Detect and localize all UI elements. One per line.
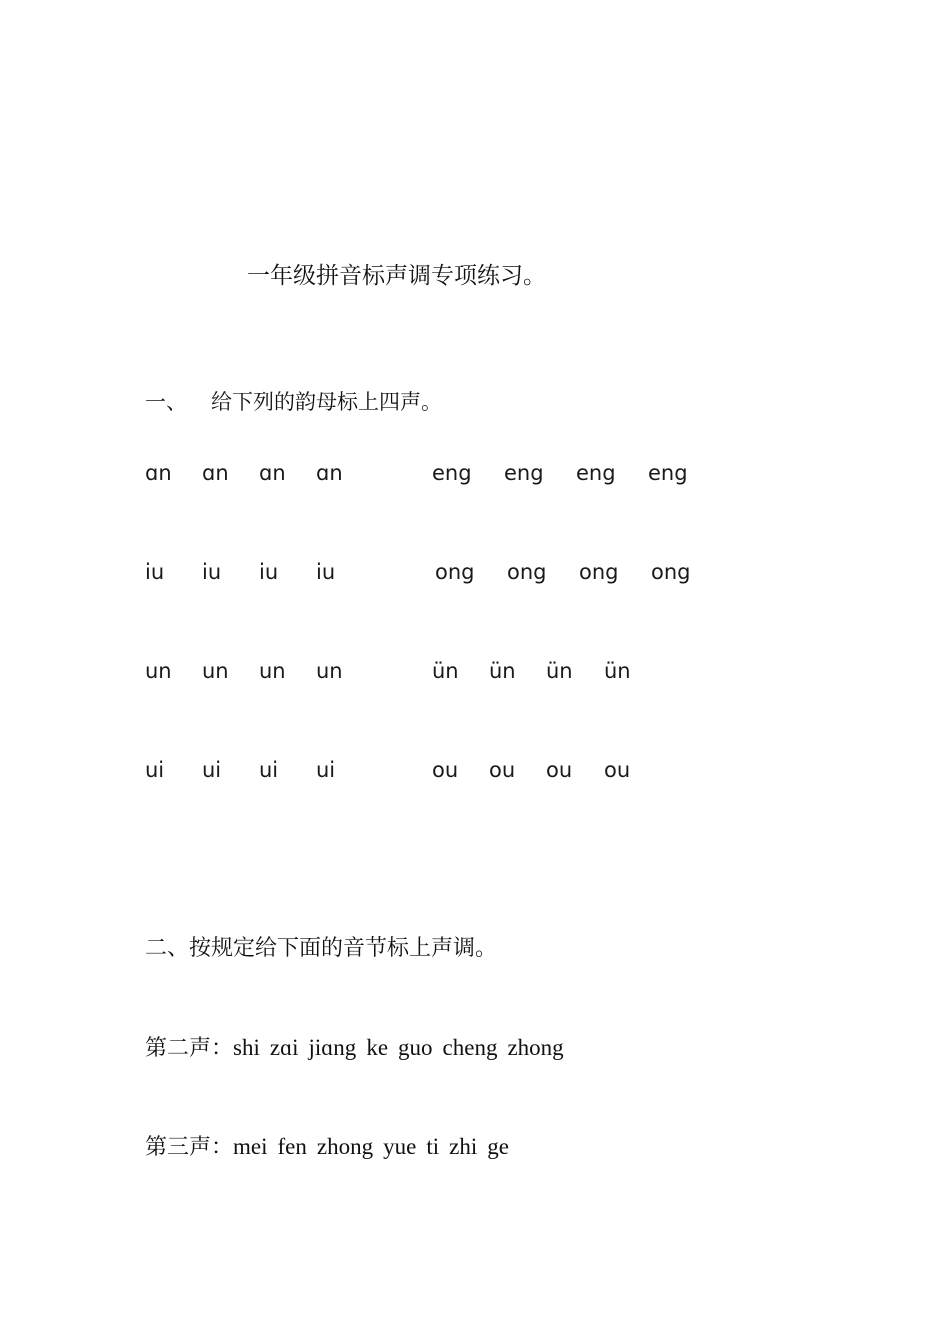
final-item: ong xyxy=(435,560,475,584)
syllable: shi xyxy=(233,1035,260,1060)
section-1-heading xyxy=(145,386,442,416)
syllable: zhong xyxy=(316,1134,374,1159)
final-item: ui xyxy=(259,758,279,782)
tone-label: 第二声： xyxy=(145,1036,234,1061)
syllable: cheng xyxy=(442,1035,498,1060)
final-item: ui xyxy=(145,758,165,782)
syllable: fen xyxy=(277,1134,307,1159)
final-item: ou xyxy=(604,758,631,782)
tone-line xyxy=(145,1130,509,1161)
final-item: ou xyxy=(432,758,459,782)
final-item: ɑn xyxy=(316,461,343,485)
final-item: ou xyxy=(546,758,573,782)
final-item: ong xyxy=(507,560,547,584)
final-item: ong xyxy=(579,560,619,584)
final-item: un xyxy=(259,659,286,683)
syllable: ge xyxy=(487,1134,509,1159)
syllable: ke xyxy=(366,1035,389,1060)
syllable: yue xyxy=(383,1134,417,1159)
final-item: ui xyxy=(316,758,336,782)
syllable: guo xyxy=(398,1035,433,1060)
final-item: iu xyxy=(259,560,279,584)
final-item: eng xyxy=(648,461,688,485)
final-item: un xyxy=(145,659,172,683)
section-2-heading: 二、按规定给下面的音节标上声调。 xyxy=(145,936,498,961)
syllable: ti xyxy=(426,1134,440,1159)
syllable: jiɑng xyxy=(308,1035,357,1060)
tone-line xyxy=(145,1031,564,1062)
tone-label: 第三声： xyxy=(145,1135,234,1160)
final-item: ɑn xyxy=(259,461,286,485)
section-1-number: 一、 xyxy=(145,390,187,414)
final-item: ui xyxy=(202,758,222,782)
syllable: zhi xyxy=(449,1134,478,1159)
final-item: ün xyxy=(604,659,631,683)
final-item: iu xyxy=(145,560,165,584)
final-item: un xyxy=(316,659,343,683)
final-item: eng xyxy=(576,461,616,485)
final-item: ɑn xyxy=(145,461,172,485)
page-title: 一年级拼音标声调专项练习。 xyxy=(247,263,546,289)
final-item: un xyxy=(202,659,229,683)
syllable: mei xyxy=(233,1134,268,1159)
syllable: zɑi xyxy=(269,1035,299,1060)
final-item: ou xyxy=(489,758,516,782)
final-item: ün xyxy=(489,659,516,683)
section-1-instruction: 给下列的韵母标上四声。 xyxy=(211,390,442,414)
final-item: ɑn xyxy=(202,461,229,485)
final-item: eng xyxy=(504,461,544,485)
syllable: zhong xyxy=(507,1035,564,1060)
final-item: ün xyxy=(432,659,459,683)
final-item: ün xyxy=(546,659,573,683)
final-item: iu xyxy=(316,560,336,584)
final-item: iu xyxy=(202,560,222,584)
final-item: ong xyxy=(651,560,691,584)
final-item: eng xyxy=(432,461,472,485)
